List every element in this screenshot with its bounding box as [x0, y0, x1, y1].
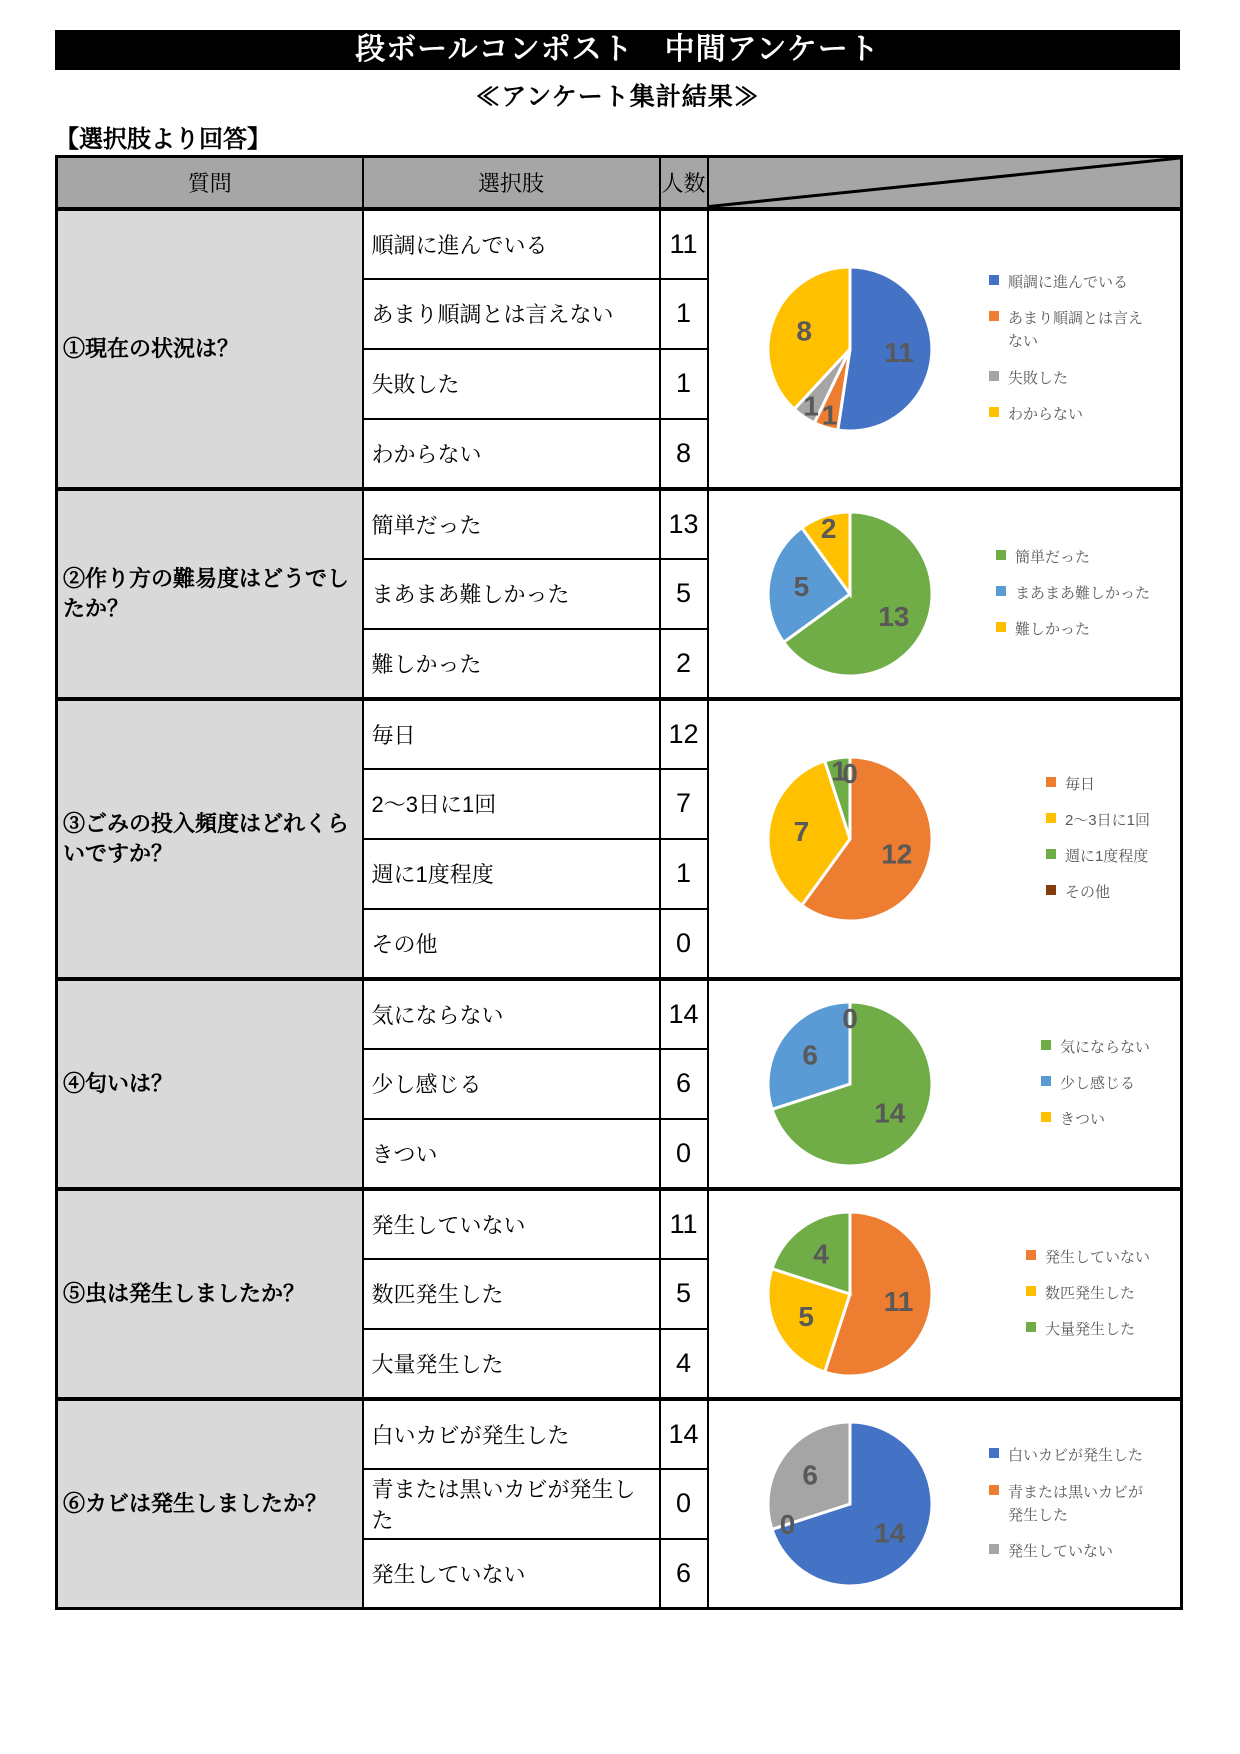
pie-value-label: 11 [883, 1285, 913, 1317]
count-cell: 4 [660, 1329, 708, 1399]
legend-swatch-icon [1026, 1250, 1036, 1260]
header-question: 質問 [57, 157, 363, 209]
legend-label: 2～3日に1回 [1064, 811, 1150, 829]
page-title-bar [55, 30, 1180, 70]
legend-item [996, 618, 1150, 641]
pie-chart-q2 [708, 489, 1182, 699]
count-cell: 6 [660, 1049, 708, 1119]
pie-value-label: 5 [797, 1300, 814, 1332]
legend-item [996, 582, 1150, 605]
question-label-2: ②作り方の難易度はどうでしたか？ [57, 489, 363, 699]
legend-swatch-icon [1046, 885, 1056, 895]
page-title: 段ボールコンポスト 中間アンケート [355, 33, 880, 66]
pie-value-label: 4 [812, 1238, 829, 1270]
pie-value-label: 7 [793, 815, 809, 847]
legend-item [1046, 845, 1150, 868]
choice-cell: あまり順調とは言えない [363, 279, 660, 349]
table-header-row [57, 157, 1182, 209]
question-label-3: ③ごみの投入頻度はどれくらいですか？ [57, 699, 363, 979]
chart-wrap [709, 1401, 1181, 1608]
legend-label: 白いカビが発生した [1008, 1447, 1144, 1465]
count-cell: 11 [660, 209, 708, 279]
legend-swatch-icon [989, 1485, 999, 1495]
legend-item [989, 307, 1150, 354]
legend-item [989, 271, 1150, 294]
pie-value-label: 12 [880, 838, 912, 870]
chart-wrap [709, 491, 1181, 697]
count-cell: 14 [660, 1399, 708, 1469]
count-cell: 14 [660, 979, 708, 1049]
pie-value-label: 2 [820, 512, 836, 544]
table-row [57, 1189, 1182, 1259]
pie-chart-q4 [708, 979, 1182, 1189]
count-cell: 2 [660, 629, 708, 699]
choice-cell: 週に1度程度 [363, 839, 660, 909]
choice-cell: わからない [363, 419, 660, 489]
diagonal-line [709, 158, 1181, 207]
pie-svg [755, 499, 945, 689]
pie-value-label: 11 [883, 336, 914, 368]
choice-cell: 毎日 [363, 699, 660, 769]
count-cell: 0 [660, 1469, 708, 1539]
chart-wrap [709, 701, 1181, 977]
legend-item [1041, 1108, 1150, 1131]
count-cell: 1 [660, 839, 708, 909]
pie-value-label: 6 [801, 1459, 818, 1491]
header-choice: 選択肢 [363, 157, 660, 209]
pie-value-label: 1 [830, 755, 847, 786]
legend-label: 気にならない [1059, 1038, 1150, 1056]
pie-svg [755, 1199, 945, 1389]
legend-label: 順調に進んでいる [1008, 273, 1129, 291]
chart-wrap [709, 981, 1181, 1187]
chart-legend [989, 1444, 1150, 1563]
legend-item [1026, 1282, 1150, 1305]
legend-label: 少し感じる [1059, 1074, 1135, 1092]
legend-label: あまり順調とは言えない [1008, 310, 1144, 351]
choice-cell: 順調に進んでいる [363, 209, 660, 279]
legend-item [989, 1444, 1150, 1467]
legend-swatch-icon [1046, 813, 1056, 823]
choice-cell: まあまあ難しかった [363, 559, 660, 629]
choice-cell: きつい [363, 1119, 660, 1189]
choice-cell: 白いカビが発生した [363, 1399, 660, 1469]
legend-swatch-icon [1026, 1322, 1036, 1332]
legend-item [1041, 1036, 1150, 1059]
legend-label: 大量発生した [1044, 1321, 1135, 1339]
pie-value-label: 14 [873, 1517, 905, 1549]
legend-swatch-icon [1041, 1076, 1051, 1086]
legend-label: その他 [1064, 884, 1110, 902]
question-label-6: ⑥カビは発生しましたか？ [57, 1399, 363, 1609]
pie-chart-q3 [708, 699, 1182, 979]
choice-cell: 難しかった [363, 629, 660, 699]
count-cell: 7 [660, 769, 708, 839]
pie-chart-q6 [708, 1399, 1182, 1609]
pie-value-label: 13 [877, 600, 909, 632]
table-row [57, 699, 1182, 769]
legend-label: 発生していない [1008, 1543, 1114, 1560]
choice-cell: 大量発生した [363, 1329, 660, 1399]
choice-cell: 少し感じる [363, 1049, 660, 1119]
legend-item [1046, 809, 1150, 832]
legend-swatch-icon [996, 550, 1006, 560]
chart-wrap [709, 1191, 1181, 1397]
count-cell: 8 [660, 419, 708, 489]
chart-wrap [709, 211, 1181, 487]
table-row [57, 1399, 1182, 1469]
legend-item [1046, 773, 1150, 796]
legend-swatch-icon [1046, 777, 1056, 787]
legend-label: 失敗した [1008, 369, 1069, 387]
choice-cell: 簡単だった [363, 489, 660, 559]
count-cell: 12 [660, 699, 708, 769]
legend-swatch-icon [1046, 849, 1056, 859]
pie-value-label: 6 [801, 1039, 818, 1071]
count-cell: 0 [660, 1119, 708, 1189]
survey-table [55, 155, 1183, 1610]
pie-svg [755, 989, 945, 1179]
chart-legend [1041, 1036, 1150, 1132]
legend-label: 青または黒いカビが発生した [1008, 1483, 1144, 1524]
pie-value-label: 0 [841, 1002, 858, 1034]
choice-cell: 発生していない [363, 1189, 660, 1259]
legend-label: 週に1度程度 [1064, 848, 1149, 865]
legend-swatch-icon [989, 1448, 999, 1458]
question-label-4: ④匂いは？ [57, 979, 363, 1189]
legend-swatch-icon [989, 371, 999, 381]
choice-cell: その他 [363, 909, 660, 979]
legend-swatch-icon [996, 622, 1006, 632]
legend-label: わからない [1008, 405, 1084, 423]
pie-svg [755, 744, 945, 934]
legend-item [989, 403, 1150, 426]
legend-item [996, 546, 1150, 569]
count-cell: 0 [660, 909, 708, 979]
legend-swatch-icon [1026, 1286, 1036, 1296]
legend-item [1046, 881, 1150, 904]
chart-legend [996, 546, 1150, 642]
header-chart-cell [708, 157, 1182, 209]
pie-value-label: 5 [793, 570, 809, 602]
choice-cell: 2～3日に1回 [363, 769, 660, 839]
count-cell: 1 [660, 279, 708, 349]
legend-item [989, 1481, 1150, 1528]
count-cell: 11 [660, 1189, 708, 1259]
legend-item [989, 367, 1150, 390]
chart-legend [1026, 1246, 1150, 1342]
legend-label: きつい [1059, 1111, 1105, 1129]
table-row [57, 209, 1182, 279]
choice-cell: 失敗した [363, 349, 660, 419]
page-subtitle: ≪アンケート集計結果≫ [475, 83, 760, 111]
legend-swatch-icon [989, 1544, 999, 1554]
count-cell: 5 [660, 1259, 708, 1329]
legend-label: まあまあ難しかった [1014, 584, 1150, 602]
question-label-5: ⑤虫は発生しましたか？ [57, 1189, 363, 1399]
legend-swatch-icon [1041, 1112, 1051, 1122]
count-cell: 6 [660, 1539, 708, 1609]
pie-svg [755, 254, 945, 444]
choice-cell: 青または黒いカビが発生した [363, 1469, 660, 1539]
count-cell: 1 [660, 349, 708, 419]
pie-value-label: 0 [779, 1508, 795, 1540]
legend-label: 難しかった [1014, 621, 1090, 639]
pie-chart-q1 [708, 209, 1182, 489]
pie-value-label: 14 [873, 1096, 905, 1128]
legend-label: 発生していない [1044, 1248, 1150, 1266]
chart-legend [989, 271, 1150, 426]
count-cell: 13 [660, 489, 708, 559]
legend-swatch-icon [989, 407, 999, 417]
pie-value-label: 1 [821, 398, 837, 430]
pie-svg [755, 1409, 945, 1599]
legend-item [989, 1540, 1150, 1563]
legend-item [1026, 1318, 1150, 1341]
legend-label: 数匹発生した [1044, 1284, 1135, 1302]
legend-swatch-icon [996, 586, 1006, 596]
choice-cell: 数匹発生した [363, 1259, 660, 1329]
header-count: 人数 [660, 157, 708, 209]
legend-swatch-icon [989, 311, 999, 321]
pie-value-label: 8 [795, 315, 812, 346]
legend-label: 簡単だった [1014, 548, 1090, 566]
legend-swatch-icon [1041, 1040, 1051, 1050]
pie-value-label: 1 [802, 389, 819, 421]
count-cell: 5 [660, 559, 708, 629]
chart-legend [1046, 773, 1150, 905]
legend-item [1041, 1072, 1150, 1095]
table-row [57, 489, 1182, 559]
pie-chart-q5 [708, 1189, 1182, 1399]
table-row [57, 979, 1182, 1049]
choice-cell: 気にならない [363, 979, 660, 1049]
choice-cell: 発生していない [363, 1539, 660, 1609]
pie-value-label: 0 [841, 757, 858, 789]
legend-item [1026, 1246, 1150, 1269]
section-heading: 【選択肢より回答】 [55, 126, 271, 153]
legend-swatch-icon [989, 275, 999, 285]
legend-label: 毎日 [1064, 775, 1095, 793]
question-label-1: ①現在の状況は？ [57, 209, 363, 489]
